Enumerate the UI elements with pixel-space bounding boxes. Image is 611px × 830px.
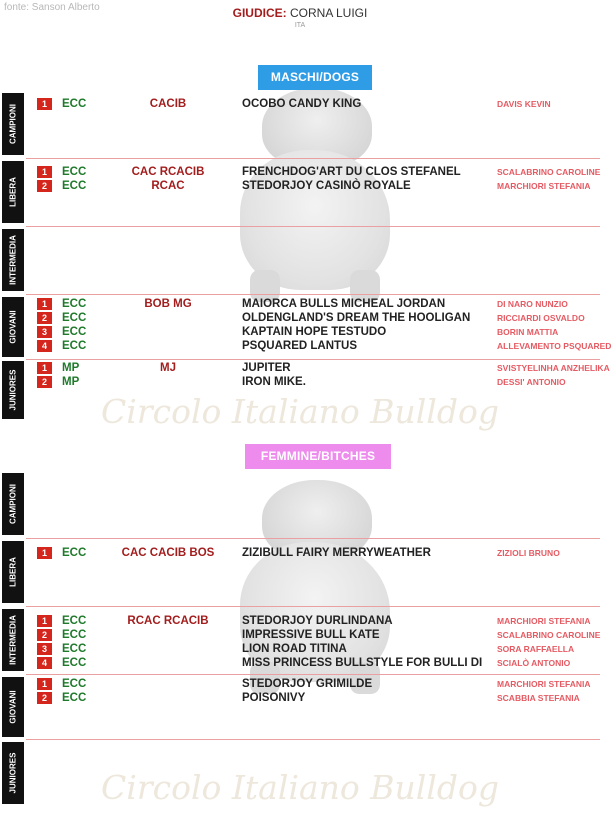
award: RCAC: [151, 180, 185, 192]
grade: ECC: [62, 340, 87, 352]
placement-badge: 2: [37, 692, 52, 704]
grade: ECC: [62, 615, 87, 627]
result-row: [0, 628, 600, 642]
owner-name: MARCHIORI STEFANIA: [497, 181, 591, 191]
grade: ECC: [62, 298, 87, 310]
owner-name: MARCHIORI STEFANIA: [497, 616, 591, 626]
result-row: [0, 297, 600, 311]
judge-label: GIUDICE:: [232, 6, 287, 20]
placement-badge: 4: [37, 340, 52, 352]
judge-name: CORNA LUIGI: [289, 6, 368, 20]
dog-name: OLDENGLAND'S DREAM THE HOOLIGAN: [242, 312, 471, 324]
award: MJ: [160, 362, 176, 374]
award: CAC CACIB BOS: [121, 547, 215, 559]
placement-badge: 1: [37, 98, 52, 110]
placement-badge: 3: [37, 326, 52, 338]
grade: ECC: [62, 312, 87, 324]
award: CACIB: [149, 98, 187, 110]
owner-name: DAVIS KEVIN: [497, 99, 551, 109]
placement-badge: 1: [37, 298, 52, 310]
dog-name: KAPTAIN HOPE TESTUDO: [242, 326, 387, 338]
placement-badge: 2: [37, 312, 52, 324]
owner-name: SCIALÒ ANTONIO: [497, 658, 571, 668]
class-label: CAMPIONI: [2, 473, 24, 535]
result-row: [0, 642, 600, 656]
result-row: [0, 179, 600, 193]
grade: ECC: [62, 180, 87, 192]
dog-name: MISS PRINCESS BULLSTYLE FOR BULLI DI: [242, 657, 483, 669]
placement-badge: 1: [37, 166, 52, 178]
class-divider: [26, 158, 600, 159]
placement-badge: 1: [37, 547, 52, 559]
grade: MP: [62, 376, 80, 388]
result-row: [0, 546, 600, 560]
class-divider: [26, 226, 600, 227]
grade: ECC: [62, 326, 87, 338]
dog-name: JUPITER: [242, 362, 291, 374]
result-row: [0, 339, 611, 353]
result-row: [0, 691, 600, 705]
dog-name: STEDORJOY GRIMILDE: [242, 678, 373, 690]
owner-name: SCALABRINO CAROLINE: [497, 167, 601, 177]
placement-badge: 1: [37, 362, 52, 374]
grade: ECC: [62, 678, 87, 690]
class-label: GIOVANI: [2, 677, 24, 737]
result-row: [0, 677, 600, 691]
class-divider: [26, 359, 600, 360]
owner-name: RICCIARDI OSVALDO: [497, 313, 585, 323]
owner-name: SCALABRINO CAROLINE: [497, 630, 601, 640]
watermark-text: Circolo Italiano Bulldog: [101, 392, 499, 431]
result-row: [0, 325, 600, 339]
watermark-text: Circolo Italiano Bulldog: [101, 768, 499, 807]
grade: ECC: [62, 692, 87, 704]
result-row: [0, 375, 600, 389]
dog-name: LION ROAD TITINA: [242, 643, 347, 655]
dog-name: IRON MIKE.: [242, 376, 306, 388]
dog-name: PSQUARED LANTUS: [242, 340, 358, 352]
result-row: [0, 97, 600, 111]
placement-badge: 2: [37, 376, 52, 388]
class-divider: [26, 538, 600, 539]
class-label: LIBERA: [2, 161, 24, 223]
class-label: LIBERA: [2, 541, 24, 603]
dog-name: FRENCHDOG'ART DU CLOS STEFANEL: [242, 166, 461, 178]
owner-name: ALLEVAMENTO PSQUARED: [497, 341, 611, 351]
owner-name: MARCHIORI STEFANIA: [497, 679, 591, 689]
class-label: INTERMEDIA: [2, 609, 24, 671]
award: RCAC RCACIB: [127, 615, 209, 627]
dog-name: OCOBO CANDY KING: [242, 98, 362, 110]
placement-badge: 1: [37, 615, 52, 627]
result-row: [0, 656, 600, 670]
grade: ECC: [62, 166, 87, 178]
grade: ECC: [62, 629, 87, 641]
bulldog-watermark-icon: [220, 88, 420, 308]
dog-name: MAIORCA BULLS MICHEAL JORDAN: [242, 298, 446, 310]
owner-name: SVISTYELINHA ANZHELIKA: [497, 363, 610, 373]
owner-name: DESSI' ANTONIO: [497, 377, 566, 387]
dog-name: IMPRESSIVE BULL KATE: [242, 629, 380, 641]
placement-badge: 2: [37, 180, 52, 192]
result-row: [0, 165, 600, 179]
placement-badge: 2: [37, 629, 52, 641]
placement-badge: 1: [37, 678, 52, 690]
placement-badge: 4: [37, 657, 52, 669]
judge-nation: ITA: [294, 22, 306, 29]
owner-name: DI NARO NUNZIO: [497, 299, 568, 309]
grade: ECC: [62, 98, 87, 110]
owner-name: SORA RAFFAELLA: [497, 644, 575, 654]
section-title-females: FEMMINE/BITCHES: [245, 444, 391, 469]
class-label: JUNIORES: [2, 361, 24, 419]
result-row: [0, 361, 610, 375]
source-credit: fonte: Sanson Alberto: [4, 2, 100, 13]
result-row: [0, 311, 600, 325]
award: CAC RCACIB: [131, 166, 205, 178]
grade: ECC: [62, 657, 87, 669]
dog-name: STEDORJOY CASINÒ ROYALE: [242, 180, 411, 192]
class-label: CAMPIONI: [2, 93, 24, 155]
owner-name: BORIN MATTIA: [497, 327, 559, 337]
dog-name: POISONIVY: [242, 692, 306, 704]
owner-name: ZIZIOLI BRUNO: [497, 548, 560, 558]
class-divider: [26, 674, 600, 675]
class-label: INTERMEDIA: [2, 229, 24, 291]
class-divider: [26, 294, 600, 295]
grade: ECC: [62, 547, 87, 559]
award: BOB MG: [144, 298, 192, 310]
judge-line: [0, 6, 600, 20]
placement-badge: 3: [37, 643, 52, 655]
owner-name: SCABBIA STEFANIA: [497, 693, 580, 703]
grade: MP: [62, 362, 80, 374]
section-title-males: MASCHI/DOGS: [258, 65, 372, 90]
dog-name: ZIZIBULL FAIRY MERRYWEATHER: [242, 547, 431, 559]
class-label: GIOVANI: [2, 297, 24, 357]
grade: ECC: [62, 643, 87, 655]
class-divider: [26, 606, 600, 607]
class-label: JUNIORES: [2, 742, 24, 804]
dog-name: STEDORJOY DURLINDANA: [242, 615, 393, 627]
result-row: [0, 614, 600, 628]
class-divider: [26, 739, 600, 740]
